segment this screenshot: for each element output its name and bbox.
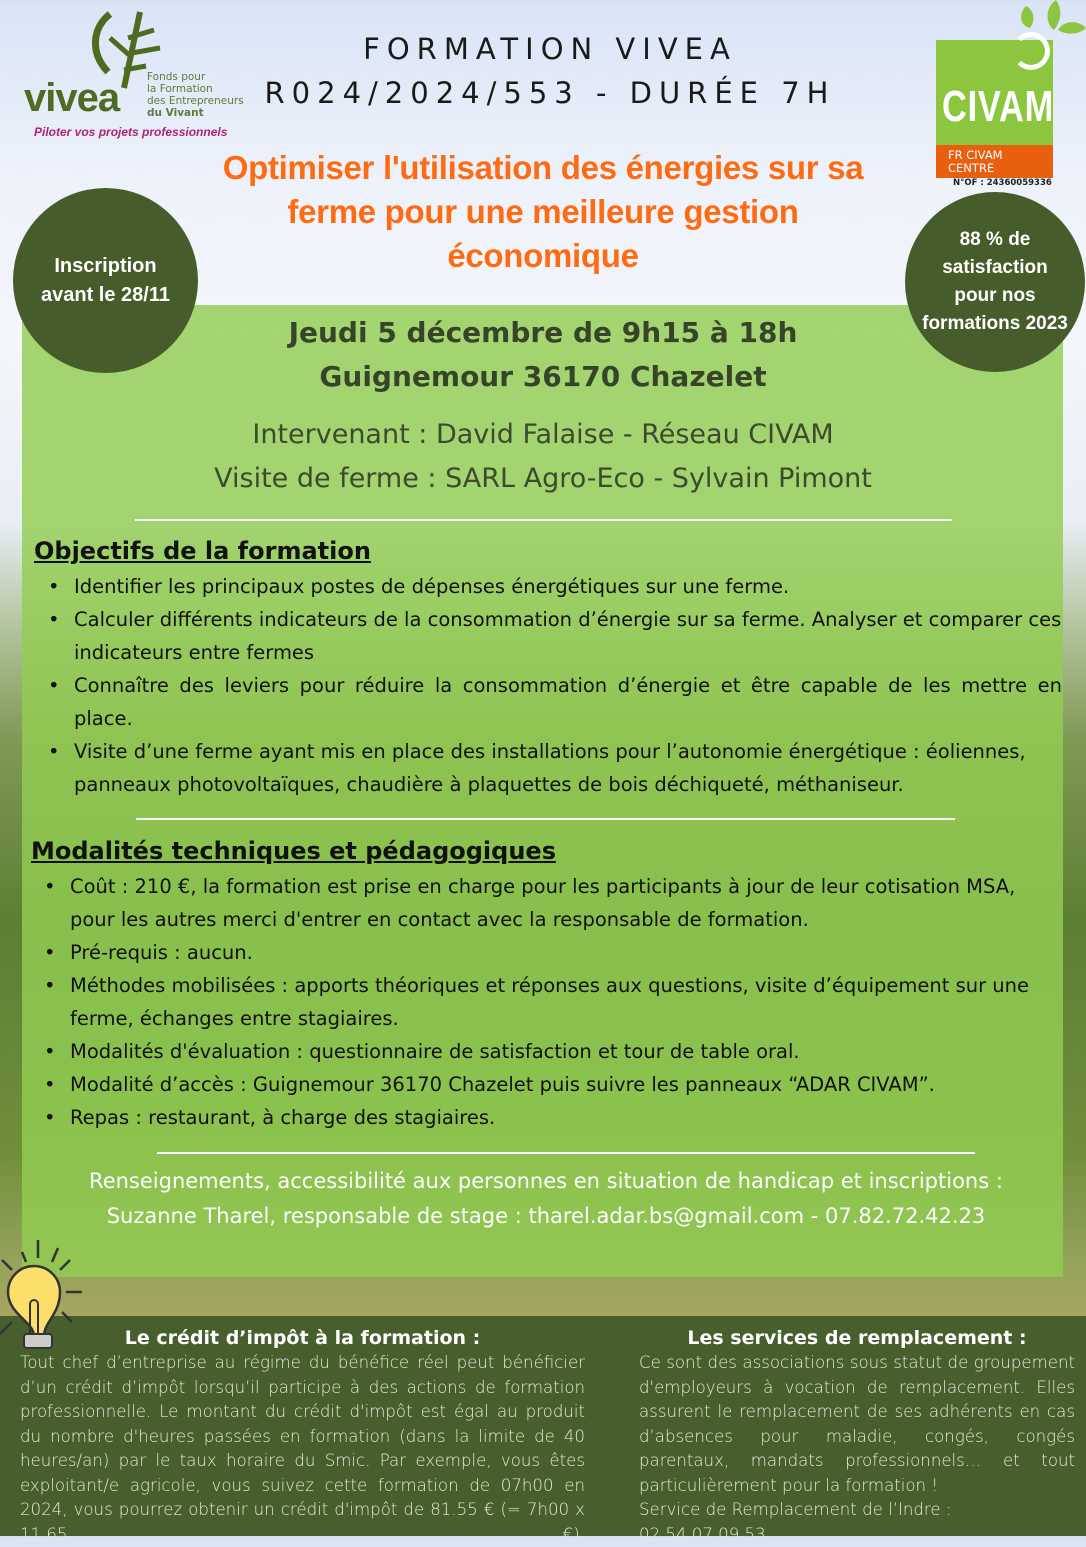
list-item: • Connaître des leviers pour réduire la consommation d’énergie et être capable de les mettre en place. bbox=[34, 669, 1062, 735]
divider bbox=[157, 1152, 975, 1154]
contact-line: Renseignements, accessibilité aux personnes en situation de handicap et inscriptions : bbox=[89, 1169, 1003, 1193]
replacement-text: Ce sont des associations sous statut de groupement d'employeurs à vocation de remplacement. Elles assurent le remplacement de ses adhérents en cas d’absences pour maladie, congés, congés parentaux, mandats professionnels… et tout particulièrement pour la formation ! bbox=[639, 1353, 1075, 1495]
modalities-list bbox=[30, 870, 1050, 1134]
tagline-line: la Formation bbox=[147, 83, 213, 95]
badge-line: avant le 28/11 bbox=[41, 283, 170, 306]
header-formation: FORMATION VIVEA bbox=[363, 32, 737, 66]
list-item: • Calculer différents indicateurs de la consommation d’énergie sur sa ferme. Analyser et comparer ces indicateurs entre fermes bbox=[34, 603, 1062, 669]
objectives-list bbox=[34, 570, 1062, 801]
objectives-heading: Objectifs de la formation bbox=[34, 537, 371, 565]
tagline-line: du Vivant bbox=[147, 107, 204, 119]
event-place: Guignemour 36170 Chazelet bbox=[319, 360, 767, 393]
vivea-slogan: Piloter vos projets professionnels bbox=[34, 125, 228, 139]
badge-line: formations 2023 bbox=[922, 313, 1068, 334]
civam-logo bbox=[936, 0, 1086, 190]
contact-info bbox=[0, 1164, 1086, 1234]
title-line: économique bbox=[447, 237, 639, 274]
list-item: • Visite d’une ferme ayant mis en place des installations pour l’autonomie énergétique : éoliennes, panneaux photovoltaïques, chaudière à plaquettes de bois déchiqueté, méthaniseur. bbox=[34, 735, 1062, 801]
vivea-tagline bbox=[147, 71, 244, 119]
modalities-heading: Modalités techniques et pédagogiques bbox=[31, 837, 556, 865]
event-date: Jeudi 5 décembre de 9h15 à 18h bbox=[288, 316, 798, 349]
tagline-line: Fonds pour bbox=[147, 71, 206, 83]
civam-subtitle bbox=[936, 145, 1053, 178]
tax-credit-section bbox=[20, 1327, 585, 1547]
vivea-logo bbox=[24, 8, 264, 143]
replacement-heading: Les services de remplacement : bbox=[687, 1327, 1027, 1349]
badge-line: pour nos bbox=[954, 285, 1036, 306]
divider bbox=[136, 818, 955, 820]
vivea-wordmark: vivea bbox=[24, 76, 120, 120]
title-line: ferme pour une meilleure gestion bbox=[287, 193, 799, 230]
civam-spiral-icon bbox=[1012, 32, 1050, 70]
civam-sub-line: FR CIVAM bbox=[948, 148, 1003, 162]
list-item: • Repas : restaurant, à charge des stagiaires. bbox=[30, 1101, 1050, 1134]
civam-sub-line: CENTRE bbox=[948, 161, 995, 175]
list-item: • Identifier les principaux postes de dépenses énergétiques sur une ferme. bbox=[34, 570, 1062, 603]
tagline-line: des Entrepreneurs bbox=[147, 95, 244, 107]
header-reference: R024/2024/553 - DURÉE 7H bbox=[264, 76, 836, 110]
list-item: • Coût : 210 €, la formation est prise en charge pour les participants à jour de leur cotisation MSA, pour les autres merci d'entrer en contact avec la responsable de formation. bbox=[30, 870, 1050, 936]
badge-line: satisfaction bbox=[942, 257, 1048, 278]
replacement-contact: Service de Remplacement de l’Indre : 02.54.07.09.53. bbox=[639, 1500, 952, 1544]
tax-credit-heading: Le crédit d’impôt à la formation : bbox=[124, 1327, 481, 1349]
event-speaker: Intervenant : David Falaise - Réseau CIVAM bbox=[252, 419, 834, 450]
contact-details[interactable]: Suzanne Tharel, responsable de stage : tharel.adar.bs@gmail.com - 07.82.72.42.23 bbox=[106, 1204, 986, 1228]
list-item: • Modalité d’accès : Guignemour 36170 Chazelet puis suivre les panneaux “ADAR CIVAM”. bbox=[30, 1068, 1050, 1101]
civam-wordmark: CIVAM bbox=[942, 82, 1054, 131]
list-item: • Méthodes mobilisées : apports théoriques et réponses aux questions, visite d’équipement sur une ferme, échanges entre stagiaires. bbox=[30, 969, 1050, 1035]
page-title bbox=[150, 146, 936, 278]
replacement-section bbox=[639, 1327, 1075, 1547]
badge-line: 88 % de bbox=[959, 229, 1031, 250]
civam-nof: N°OF : 24360059336 bbox=[953, 178, 1052, 188]
civam-green-block bbox=[936, 40, 1053, 145]
event-visit: Visite de ferme : SARL Agro-Eco - Sylvain Pimont bbox=[214, 463, 872, 494]
list-item: • Modalités d'évaluation : questionnaire de satisfaction et tour de table oral. bbox=[30, 1035, 1050, 1068]
title-line: Optimiser l'utilisation des énergies sur sa bbox=[222, 149, 864, 186]
badge-line: Inscription bbox=[54, 254, 157, 277]
tax-credit-text: Tout chef d’entreprise au régime du bénéfice réel peut bénéficier d’un crédit d’impôt lorsqu’il participe à des actions de formation professionnelle. Le montant du crédit d'impôt est égal au produit du nombre d'heures passées en formation (dans la limite de 40 heures/an) par le taux horaire du Smic. Par exemple, vous êtes exploitant/e agricole, vous suivez cette formation de 07h00 en 2024, vous pourrez obtenir un crédit d'impôt de 81.55 € (= 7h00 x 11.65 €). bbox=[20, 1353, 585, 1544]
list-item: • Pré-requis : aucun. bbox=[30, 936, 1050, 969]
divider bbox=[135, 519, 952, 521]
